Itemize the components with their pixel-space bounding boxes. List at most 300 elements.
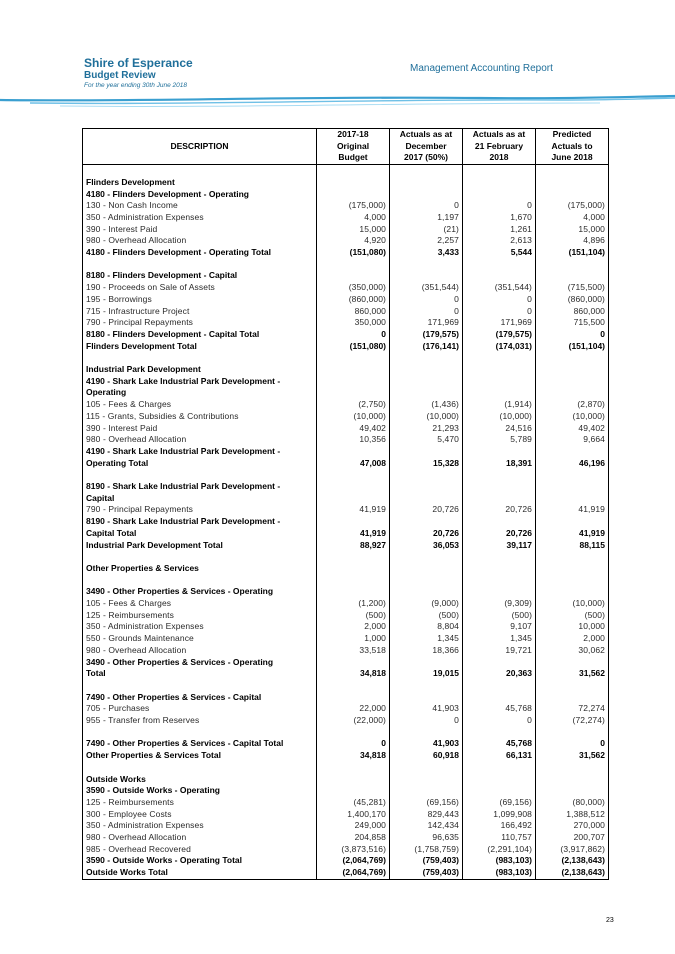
row-value-col2: (10,000) bbox=[390, 411, 463, 423]
row-value-col1 bbox=[317, 469, 390, 481]
row-value-col3 bbox=[463, 657, 536, 669]
row-value-col1: 49,402 bbox=[317, 423, 390, 435]
row-value-col1 bbox=[317, 692, 390, 704]
row-value-col3 bbox=[463, 516, 536, 528]
row-value-col3: 5,544 bbox=[463, 247, 536, 259]
row-value-col4: 30,062 bbox=[536, 645, 609, 657]
budget-review-table bbox=[82, 128, 609, 880]
row-description: 190 - Proceeds on Sale of Assets bbox=[83, 282, 317, 294]
row-value-col3: (69,156) bbox=[463, 797, 536, 809]
table-row bbox=[83, 446, 609, 458]
row-value-col2: (351,544) bbox=[390, 282, 463, 294]
row-description bbox=[83, 259, 317, 271]
row-description: 125 - Reimbursements bbox=[83, 797, 317, 809]
table-row bbox=[83, 329, 609, 341]
row-value-col1: 15,000 bbox=[317, 224, 390, 236]
col-header-predicted-actuals: Predicted Actuals to June 2018 bbox=[536, 129, 609, 165]
table-row bbox=[83, 516, 609, 528]
row-value-col2: 21,293 bbox=[390, 423, 463, 435]
row-value-col4: (151,104) bbox=[536, 341, 609, 353]
row-value-col4: (2,138,643) bbox=[536, 867, 609, 879]
row-value-col2: 0 bbox=[390, 306, 463, 318]
row-description bbox=[83, 575, 317, 587]
row-value-col2: 5,470 bbox=[390, 434, 463, 446]
row-description: Industrial Park Development bbox=[83, 364, 317, 376]
row-description: 350 - Administration Expenses bbox=[83, 621, 317, 633]
row-value-col2: 36,053 bbox=[390, 540, 463, 552]
row-value-col2 bbox=[390, 177, 463, 189]
table-row bbox=[83, 387, 609, 399]
row-value-col2 bbox=[390, 680, 463, 692]
row-value-col1 bbox=[317, 575, 390, 587]
row-value-col4: 41,919 bbox=[536, 504, 609, 516]
table-row bbox=[83, 235, 609, 247]
row-value-col3: 2,613 bbox=[463, 235, 536, 247]
row-value-col3: 9,107 bbox=[463, 621, 536, 633]
row-value-col3: (500) bbox=[463, 610, 536, 622]
row-value-col4 bbox=[536, 352, 609, 364]
row-value-col3 bbox=[463, 364, 536, 376]
row-value-col1: (1,200) bbox=[317, 598, 390, 610]
row-description: 125 - Reimbursements bbox=[83, 610, 317, 622]
row-value-col4: 46,196 bbox=[536, 458, 609, 470]
table-row bbox=[83, 610, 609, 622]
row-value-col3 bbox=[463, 586, 536, 598]
row-value-col2 bbox=[390, 387, 463, 399]
row-value-col3 bbox=[463, 563, 536, 575]
row-description: 8180 - Flinders Development - Capital Total bbox=[83, 329, 317, 341]
row-value-col1 bbox=[317, 774, 390, 786]
row-value-col2: 8,804 bbox=[390, 621, 463, 633]
table-row bbox=[83, 364, 609, 376]
row-value-col1: (22,000) bbox=[317, 715, 390, 727]
row-value-col1 bbox=[317, 387, 390, 399]
row-value-col3 bbox=[463, 762, 536, 774]
row-value-col2 bbox=[390, 785, 463, 797]
row-value-col4: 41,919 bbox=[536, 528, 609, 540]
row-value-col2: 41,903 bbox=[390, 703, 463, 715]
row-value-col3: 66,131 bbox=[463, 750, 536, 762]
table-row bbox=[83, 715, 609, 727]
row-value-col2: 3,433 bbox=[390, 247, 463, 259]
row-value-col2 bbox=[390, 270, 463, 282]
row-description: Capital bbox=[83, 493, 317, 505]
row-value-col4: (500) bbox=[536, 610, 609, 622]
table-row bbox=[83, 598, 609, 610]
organisation-name: Shire of Esperance bbox=[84, 56, 193, 70]
row-description: 390 - Interest Paid bbox=[83, 224, 317, 236]
row-value-col3: 5,789 bbox=[463, 434, 536, 446]
row-value-col1: 47,008 bbox=[317, 458, 390, 470]
table-row bbox=[83, 411, 609, 423]
row-value-col1 bbox=[317, 516, 390, 528]
table-row bbox=[83, 703, 609, 715]
row-value-col4: 0 bbox=[536, 738, 609, 750]
row-description: Outside Works bbox=[83, 774, 317, 786]
row-value-col2 bbox=[390, 165, 463, 177]
row-value-col4: (80,000) bbox=[536, 797, 609, 809]
row-value-col1: (175,000) bbox=[317, 200, 390, 212]
row-value-col4 bbox=[536, 446, 609, 458]
row-value-col2: 41,903 bbox=[390, 738, 463, 750]
row-description: 980 - Overhead Allocation bbox=[83, 832, 317, 844]
row-description: 550 - Grounds Maintenance bbox=[83, 633, 317, 645]
row-description: 980 - Overhead Allocation bbox=[83, 645, 317, 657]
row-value-col1 bbox=[317, 376, 390, 388]
row-value-col2 bbox=[390, 563, 463, 575]
report-period: For the year ending 30th June 2018 bbox=[84, 82, 187, 89]
row-value-col3: 20,363 bbox=[463, 668, 536, 680]
table-header-row bbox=[83, 129, 609, 165]
table-row bbox=[83, 657, 609, 669]
row-description: 8190 - Shark Lake Industrial Park Development - bbox=[83, 516, 317, 528]
row-value-col3 bbox=[463, 493, 536, 505]
table-row bbox=[83, 832, 609, 844]
row-value-col4: 1,388,512 bbox=[536, 809, 609, 821]
row-value-col3 bbox=[463, 727, 536, 739]
row-value-col2: 96,635 bbox=[390, 832, 463, 844]
row-value-col1: (151,080) bbox=[317, 247, 390, 259]
row-value-col1: (3,873,516) bbox=[317, 844, 390, 856]
row-value-col2: 2,257 bbox=[390, 235, 463, 247]
row-value-col1: 10,356 bbox=[317, 434, 390, 446]
table-spacer-row bbox=[83, 680, 609, 692]
row-value-col4 bbox=[536, 259, 609, 271]
row-value-col3 bbox=[463, 469, 536, 481]
table-spacer-row bbox=[83, 469, 609, 481]
row-value-col2 bbox=[390, 774, 463, 786]
row-value-col3 bbox=[463, 481, 536, 493]
row-description: 105 - Fees & Charges bbox=[83, 399, 317, 411]
row-value-col3 bbox=[463, 376, 536, 388]
row-description: 3490 - Other Properties & Services - Operating bbox=[83, 586, 317, 598]
row-value-col1: (45,281) bbox=[317, 797, 390, 809]
row-value-col1 bbox=[317, 563, 390, 575]
table-row bbox=[83, 540, 609, 552]
table-row bbox=[83, 586, 609, 598]
row-value-col2: (179,575) bbox=[390, 329, 463, 341]
row-value-col1: 204,858 bbox=[317, 832, 390, 844]
row-description: 195 - Borrowings bbox=[83, 294, 317, 306]
row-value-col1 bbox=[317, 270, 390, 282]
row-description: 3490 - Other Properties & Services - Operating bbox=[83, 657, 317, 669]
row-value-col4: 72,274 bbox=[536, 703, 609, 715]
row-value-col2 bbox=[390, 516, 463, 528]
row-value-col4 bbox=[536, 376, 609, 388]
row-description: 790 - Principal Repayments bbox=[83, 317, 317, 329]
row-value-col2: 829,443 bbox=[390, 809, 463, 821]
row-description bbox=[83, 469, 317, 481]
header-swoosh-decoration bbox=[0, 88, 675, 118]
row-value-col2: 15,328 bbox=[390, 458, 463, 470]
table-row bbox=[83, 633, 609, 645]
table-row bbox=[83, 317, 609, 329]
row-value-col4 bbox=[536, 657, 609, 669]
row-value-col3 bbox=[463, 692, 536, 704]
row-value-col1: (2,064,769) bbox=[317, 855, 390, 867]
table-row bbox=[83, 785, 609, 797]
row-value-col4: 49,402 bbox=[536, 423, 609, 435]
row-value-col2: 0 bbox=[390, 715, 463, 727]
row-value-col4: (10,000) bbox=[536, 598, 609, 610]
row-value-col1 bbox=[317, 259, 390, 271]
row-value-col3: 1,670 bbox=[463, 212, 536, 224]
row-value-col2: (9,000) bbox=[390, 598, 463, 610]
row-value-col3 bbox=[463, 177, 536, 189]
row-value-col2 bbox=[390, 189, 463, 201]
row-value-col3 bbox=[463, 387, 536, 399]
row-value-col1: 34,818 bbox=[317, 668, 390, 680]
row-description: 115 - Grants, Subsidies & Contributions bbox=[83, 411, 317, 423]
row-value-col4: 2,000 bbox=[536, 633, 609, 645]
row-value-col1: (2,064,769) bbox=[317, 867, 390, 879]
row-value-col2 bbox=[390, 364, 463, 376]
row-description: Operating Total bbox=[83, 458, 317, 470]
row-value-col3: (174,031) bbox=[463, 341, 536, 353]
row-value-col2 bbox=[390, 657, 463, 669]
row-value-col3: 0 bbox=[463, 715, 536, 727]
table-row bbox=[83, 399, 609, 411]
row-value-col2 bbox=[390, 376, 463, 388]
col-header-actuals-february: Actuals as at 21 February 2018 bbox=[463, 129, 536, 165]
row-value-col4: 0 bbox=[536, 329, 609, 341]
row-value-col4 bbox=[536, 692, 609, 704]
row-value-col3 bbox=[463, 270, 536, 282]
row-value-col3: (179,575) bbox=[463, 329, 536, 341]
row-value-col4 bbox=[536, 785, 609, 797]
row-description: Capital Total bbox=[83, 528, 317, 540]
row-value-col1 bbox=[317, 551, 390, 563]
row-value-col2: 20,726 bbox=[390, 528, 463, 540]
row-value-col1 bbox=[317, 762, 390, 774]
row-value-col2 bbox=[390, 493, 463, 505]
row-value-col4: 31,562 bbox=[536, 750, 609, 762]
table-row bbox=[83, 563, 609, 575]
table-row bbox=[83, 493, 609, 505]
row-description: 7490 - Other Properties & Services - Capital bbox=[83, 692, 317, 704]
row-value-col2: 0 bbox=[390, 200, 463, 212]
table-row bbox=[83, 247, 609, 259]
table-row bbox=[83, 212, 609, 224]
table-row bbox=[83, 306, 609, 318]
row-description bbox=[83, 762, 317, 774]
row-value-col2: (1,436) bbox=[390, 399, 463, 411]
row-value-col1: 4,920 bbox=[317, 235, 390, 247]
row-description: Other Properties & Services Total bbox=[83, 750, 317, 762]
table-row bbox=[83, 458, 609, 470]
table-body bbox=[83, 165, 609, 880]
row-value-col4: 10,000 bbox=[536, 621, 609, 633]
row-value-col2 bbox=[390, 586, 463, 598]
row-value-col2: 0 bbox=[390, 294, 463, 306]
row-value-col3 bbox=[463, 680, 536, 692]
row-description: Other Properties & Services bbox=[83, 563, 317, 575]
table-spacer-row bbox=[83, 352, 609, 364]
table-row bbox=[83, 504, 609, 516]
row-value-col4: 31,562 bbox=[536, 668, 609, 680]
row-value-col2: 19,015 bbox=[390, 668, 463, 680]
row-value-col1: 88,927 bbox=[317, 540, 390, 552]
row-value-col4: 270,000 bbox=[536, 820, 609, 832]
row-value-col2: (69,156) bbox=[390, 797, 463, 809]
row-value-col2 bbox=[390, 469, 463, 481]
row-value-col3: (351,544) bbox=[463, 282, 536, 294]
row-value-col1: 0 bbox=[317, 738, 390, 750]
row-value-col4 bbox=[536, 680, 609, 692]
row-description: 3590 - Outside Works - Operating bbox=[83, 785, 317, 797]
table-row bbox=[83, 341, 609, 353]
row-value-col4 bbox=[536, 364, 609, 376]
row-description: 350 - Administration Expenses bbox=[83, 212, 317, 224]
row-description: 985 - Overhead Recovered bbox=[83, 844, 317, 856]
row-description bbox=[83, 727, 317, 739]
table-row bbox=[83, 750, 609, 762]
row-value-col3: 45,768 bbox=[463, 738, 536, 750]
row-value-col3: 24,516 bbox=[463, 423, 536, 435]
row-value-col4 bbox=[536, 493, 609, 505]
row-value-col4 bbox=[536, 387, 609, 399]
row-value-col3 bbox=[463, 774, 536, 786]
row-value-col1 bbox=[317, 364, 390, 376]
table-row bbox=[83, 692, 609, 704]
table-spacer-row bbox=[83, 727, 609, 739]
row-value-col2 bbox=[390, 551, 463, 563]
row-value-col4 bbox=[536, 563, 609, 575]
row-value-col4: 860,000 bbox=[536, 306, 609, 318]
table-spacer-row bbox=[83, 575, 609, 587]
row-description: 130 - Non Cash Income bbox=[83, 200, 317, 212]
row-value-col1: 0 bbox=[317, 329, 390, 341]
row-value-col1 bbox=[317, 165, 390, 177]
row-value-col3 bbox=[463, 259, 536, 271]
row-value-col4: 715,500 bbox=[536, 317, 609, 329]
row-description: 4180 - Flinders Development - Operating bbox=[83, 189, 317, 201]
row-value-col2 bbox=[390, 762, 463, 774]
row-value-col1: (860,000) bbox=[317, 294, 390, 306]
row-value-col2: 1,197 bbox=[390, 212, 463, 224]
row-description: 980 - Overhead Allocation bbox=[83, 434, 317, 446]
row-value-col2: 60,918 bbox=[390, 750, 463, 762]
row-value-col4: (860,000) bbox=[536, 294, 609, 306]
table-row bbox=[83, 200, 609, 212]
row-value-col1: (2,750) bbox=[317, 399, 390, 411]
row-value-col2 bbox=[390, 481, 463, 493]
row-description: 4180 - Flinders Development - Operating Total bbox=[83, 247, 317, 259]
row-value-col4: (10,000) bbox=[536, 411, 609, 423]
row-value-col2 bbox=[390, 259, 463, 271]
table-row bbox=[83, 434, 609, 446]
table-row bbox=[83, 738, 609, 750]
row-value-col1 bbox=[317, 727, 390, 739]
table-spacer-row bbox=[83, 762, 609, 774]
table-row bbox=[83, 481, 609, 493]
row-value-col3: 19,721 bbox=[463, 645, 536, 657]
row-value-col1: 41,919 bbox=[317, 504, 390, 516]
row-description: 790 - Principal Repayments bbox=[83, 504, 317, 516]
row-value-col3: 0 bbox=[463, 200, 536, 212]
row-value-col3: 0 bbox=[463, 306, 536, 318]
row-value-col4 bbox=[536, 774, 609, 786]
row-value-col3 bbox=[463, 446, 536, 458]
row-value-col1: 860,000 bbox=[317, 306, 390, 318]
row-value-col3: 166,492 bbox=[463, 820, 536, 832]
row-value-col3: (983,103) bbox=[463, 855, 536, 867]
row-description: 980 - Overhead Allocation bbox=[83, 235, 317, 247]
row-value-col3 bbox=[463, 785, 536, 797]
table-row bbox=[83, 224, 609, 236]
row-value-col4 bbox=[536, 762, 609, 774]
table-row bbox=[83, 376, 609, 388]
table-row bbox=[83, 621, 609, 633]
row-value-col4: (72,274) bbox=[536, 715, 609, 727]
row-description: Total bbox=[83, 668, 317, 680]
row-value-col3: 0 bbox=[463, 294, 536, 306]
table-row bbox=[83, 809, 609, 821]
table-spacer-row bbox=[83, 165, 609, 177]
row-value-col2: 171,969 bbox=[390, 317, 463, 329]
row-value-col1 bbox=[317, 177, 390, 189]
row-value-col4: 200,707 bbox=[536, 832, 609, 844]
row-value-col3: 1,261 bbox=[463, 224, 536, 236]
row-description: Flinders Development Total bbox=[83, 341, 317, 353]
row-value-col2: (21) bbox=[390, 224, 463, 236]
row-description: 955 - Transfer from Reserves bbox=[83, 715, 317, 727]
col-header-actuals-december: Actuals as at December 2017 (50%) bbox=[390, 129, 463, 165]
row-description: 8180 - Flinders Development - Capital bbox=[83, 270, 317, 282]
row-description bbox=[83, 680, 317, 692]
row-value-col4: (3,917,862) bbox=[536, 844, 609, 856]
row-value-col1: 2,000 bbox=[317, 621, 390, 633]
row-value-col2 bbox=[390, 692, 463, 704]
row-value-col1: 1,000 bbox=[317, 633, 390, 645]
col-header-description: DESCRIPTION bbox=[83, 129, 317, 165]
row-value-col3: (983,103) bbox=[463, 867, 536, 879]
row-value-col2: 18,366 bbox=[390, 645, 463, 657]
table-spacer-row bbox=[83, 259, 609, 271]
row-description: Industrial Park Development Total bbox=[83, 540, 317, 552]
row-value-col4 bbox=[536, 516, 609, 528]
row-value-col1: 1,400,170 bbox=[317, 809, 390, 821]
row-value-col4: (2,138,643) bbox=[536, 855, 609, 867]
table-row bbox=[83, 820, 609, 832]
row-description: 705 - Purchases bbox=[83, 703, 317, 715]
row-description: 4190 - Shark Lake Industrial Park Development - bbox=[83, 376, 317, 388]
table-row bbox=[83, 867, 609, 879]
row-value-col4: (715,500) bbox=[536, 282, 609, 294]
row-value-col1: 33,518 bbox=[317, 645, 390, 657]
row-value-col4 bbox=[536, 177, 609, 189]
row-description: 715 - Infrastructure Project bbox=[83, 306, 317, 318]
row-value-col1: 22,000 bbox=[317, 703, 390, 715]
row-description: 4190 - Shark Lake Industrial Park Development - bbox=[83, 446, 317, 458]
row-value-col4 bbox=[536, 586, 609, 598]
row-value-col2 bbox=[390, 446, 463, 458]
table-row bbox=[83, 668, 609, 680]
row-value-col1: (500) bbox=[317, 610, 390, 622]
row-value-col2: (759,403) bbox=[390, 867, 463, 879]
table-row bbox=[83, 528, 609, 540]
row-value-col1: 249,000 bbox=[317, 820, 390, 832]
table-row bbox=[83, 844, 609, 856]
row-value-col4: 9,664 bbox=[536, 434, 609, 446]
row-description: 3590 - Outside Works - Operating Total bbox=[83, 855, 317, 867]
row-description: Operating bbox=[83, 387, 317, 399]
row-description: 300 - Employee Costs bbox=[83, 809, 317, 821]
row-value-col1: 350,000 bbox=[317, 317, 390, 329]
row-value-col1: (10,000) bbox=[317, 411, 390, 423]
row-value-col2 bbox=[390, 575, 463, 587]
table-row bbox=[83, 423, 609, 435]
